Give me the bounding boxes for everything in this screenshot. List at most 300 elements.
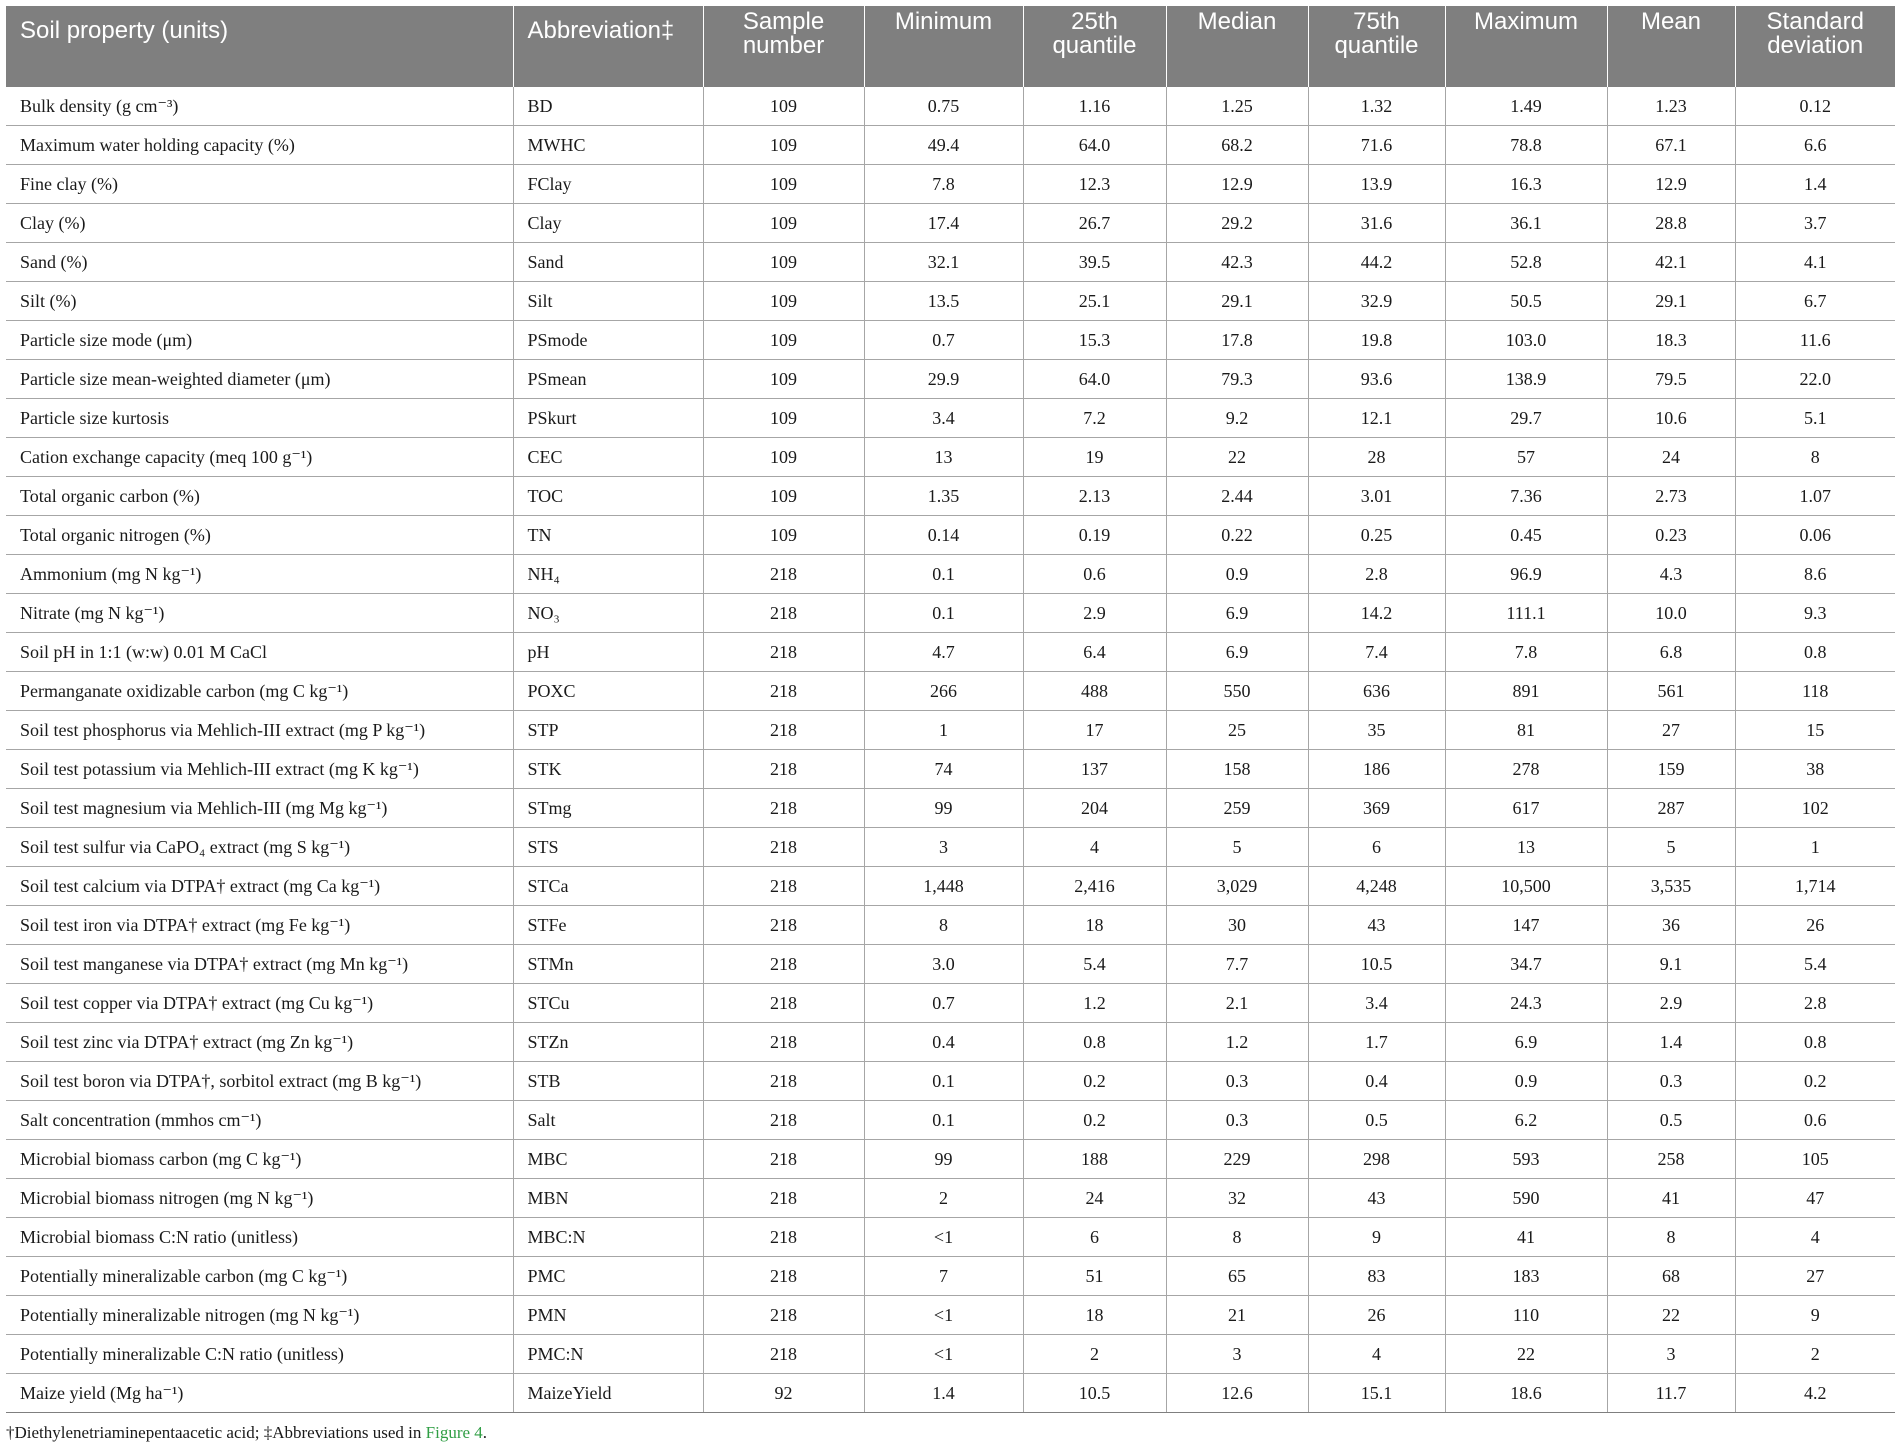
property-cell: Clay (%) [6, 204, 513, 243]
value-cell: 1 [1735, 828, 1895, 867]
table-container [6, 6, 1895, 1443]
value-cell: 218 [703, 984, 864, 1023]
value-cell: 111.1 [1445, 594, 1607, 633]
value-cell: 14.2 [1308, 594, 1445, 633]
value-cell: 1.2 [1166, 1023, 1308, 1062]
abbreviation-cell: TN [513, 516, 703, 555]
footnote-end: . [482, 1423, 488, 1442]
value-cell: 1.25 [1166, 87, 1308, 126]
value-cell: 27 [1735, 1257, 1895, 1296]
value-cell: <1 [864, 1296, 1023, 1335]
value-cell: 25.1 [1023, 282, 1166, 321]
value-cell: 1.35 [864, 477, 1023, 516]
figure-link[interactable]: Figure 4 [425, 1423, 483, 1442]
value-cell: 96.9 [1445, 555, 1607, 594]
property-cell: Fine clay (%) [6, 165, 513, 204]
value-cell: 0.4 [1308, 1062, 1445, 1101]
value-cell: 10,500 [1445, 867, 1607, 906]
table-row [6, 87, 1895, 126]
property-cell: Soil test potassium via Mehlich-III extract (mg K kg⁻¹) [6, 750, 513, 789]
table-row [6, 243, 1895, 282]
value-cell: 6.9 [1166, 633, 1308, 672]
value-cell: 18 [1023, 1296, 1166, 1335]
value-cell: 0.12 [1735, 87, 1895, 126]
value-cell: 6 [1308, 828, 1445, 867]
value-cell: 68 [1607, 1257, 1735, 1296]
value-cell: 1.32 [1308, 87, 1445, 126]
value-cell: 11.6 [1735, 321, 1895, 360]
value-cell: 229 [1166, 1140, 1308, 1179]
value-cell: 0.45 [1445, 516, 1607, 555]
value-cell: 29.2 [1166, 204, 1308, 243]
value-cell: 218 [703, 750, 864, 789]
property-cell: Potentially mineralizable C:N ratio (unitless) [6, 1335, 513, 1374]
value-cell: 24 [1023, 1179, 1166, 1218]
value-cell: 218 [703, 1296, 864, 1335]
value-cell: 891 [1445, 672, 1607, 711]
abbreviation-cell: STFe [513, 906, 703, 945]
value-cell: 2.13 [1023, 477, 1166, 516]
value-cell: 1.4 [1607, 1023, 1735, 1062]
abbreviation-cell: PMN [513, 1296, 703, 1335]
value-cell: 15 [1735, 711, 1895, 750]
value-cell: 4,248 [1308, 867, 1445, 906]
value-cell: 0.6 [1735, 1101, 1895, 1140]
value-cell: 4.7 [864, 633, 1023, 672]
abbreviation-cell: MBC [513, 1140, 703, 1179]
value-cell: 105 [1735, 1140, 1895, 1179]
table-row [6, 1140, 1895, 1179]
value-cell: 1.23 [1607, 87, 1735, 126]
property-cell: Maize yield (Mg ha⁻¹) [6, 1374, 513, 1413]
property-cell: Potentially mineralizable carbon (mg C kg⁻¹) [6, 1257, 513, 1296]
value-cell: 0.06 [1735, 516, 1895, 555]
value-cell: 52.8 [1445, 243, 1607, 282]
value-cell: 28 [1308, 438, 1445, 477]
value-cell: 36.1 [1445, 204, 1607, 243]
value-cell: 41 [1445, 1218, 1607, 1257]
value-cell: 3 [1166, 1335, 1308, 1374]
property-cell: Soil test boron via DTPA†, sorbitol extract (mg B kg⁻¹) [6, 1062, 513, 1101]
property-cell: Soil test zinc via DTPA† extract (mg Zn kg⁻¹) [6, 1023, 513, 1062]
value-cell: 109 [703, 165, 864, 204]
value-cell: 110 [1445, 1296, 1607, 1335]
value-cell: 8.6 [1735, 555, 1895, 594]
value-cell: 218 [703, 1335, 864, 1374]
value-cell: 50.5 [1445, 282, 1607, 321]
value-cell: 218 [703, 594, 864, 633]
value-cell: 6.2 [1445, 1101, 1607, 1140]
value-cell: 0.3 [1166, 1101, 1308, 1140]
value-cell: 7.2 [1023, 399, 1166, 438]
value-cell: 218 [703, 711, 864, 750]
value-cell: 0.1 [864, 1062, 1023, 1101]
value-cell: 1,714 [1735, 867, 1895, 906]
value-cell: 0.3 [1166, 1062, 1308, 1101]
value-cell: 15.1 [1308, 1374, 1445, 1413]
value-cell: 3 [1607, 1335, 1735, 1374]
value-cell: 218 [703, 828, 864, 867]
value-cell: 9.3 [1735, 594, 1895, 633]
table-row [6, 1062, 1895, 1101]
table-row [6, 360, 1895, 399]
value-cell: 3.0 [864, 945, 1023, 984]
property-cell: Soil pH in 1:1 (w:w) 0.01 M CaCl [6, 633, 513, 672]
value-cell: <1 [864, 1335, 1023, 1374]
table-row [6, 984, 1895, 1023]
value-cell: 147 [1445, 906, 1607, 945]
value-cell: 218 [703, 906, 864, 945]
value-cell: 13.5 [864, 282, 1023, 321]
table-row [6, 516, 1895, 555]
table-row [6, 438, 1895, 477]
value-cell: 4 [1023, 828, 1166, 867]
value-cell: 47 [1735, 1179, 1895, 1218]
value-cell: 2.44 [1166, 477, 1308, 516]
value-cell: 12.3 [1023, 165, 1166, 204]
value-cell: 3,029 [1166, 867, 1308, 906]
value-cell: 27 [1607, 711, 1735, 750]
value-cell: 8 [1166, 1218, 1308, 1257]
value-cell: 32.1 [864, 243, 1023, 282]
value-cell: 218 [703, 672, 864, 711]
abbreviation-cell: POXC [513, 672, 703, 711]
property-cell: Soil test copper via DTPA† extract (mg Cu kg⁻¹) [6, 984, 513, 1023]
table-row [6, 672, 1895, 711]
header-cell: Standard deviation [1735, 6, 1895, 87]
value-cell: 38 [1735, 750, 1895, 789]
value-cell: 32.9 [1308, 282, 1445, 321]
value-cell: 64.0 [1023, 360, 1166, 399]
table-row [6, 828, 1895, 867]
value-cell: 34.7 [1445, 945, 1607, 984]
value-cell: 65 [1166, 1257, 1308, 1296]
value-cell: 43 [1308, 906, 1445, 945]
value-cell: 81 [1445, 711, 1607, 750]
value-cell: 29.9 [864, 360, 1023, 399]
abbreviation-cell: PSmean [513, 360, 703, 399]
value-cell: 4.3 [1607, 555, 1735, 594]
value-cell: 298 [1308, 1140, 1445, 1179]
value-cell: 51 [1023, 1257, 1166, 1296]
header-cell: Maximum [1445, 6, 1607, 87]
header-row [6, 6, 1895, 87]
value-cell: 7.8 [864, 165, 1023, 204]
abbreviation-cell: STCu [513, 984, 703, 1023]
value-cell: 102 [1735, 789, 1895, 828]
table-row [6, 906, 1895, 945]
value-cell: 39.5 [1023, 243, 1166, 282]
value-cell: 0.1 [864, 1101, 1023, 1140]
property-cell: Soil test phosphorus via Mehlich-III extract (mg P kg⁻¹) [6, 711, 513, 750]
value-cell: 0.19 [1023, 516, 1166, 555]
value-cell: 0.9 [1166, 555, 1308, 594]
property-cell: Soil test iron via DTPA† extract (mg Fe kg⁻¹) [6, 906, 513, 945]
table-row [6, 711, 1895, 750]
property-cell: Microbial biomass nitrogen (mg N kg⁻¹) [6, 1179, 513, 1218]
value-cell: 1,448 [864, 867, 1023, 906]
value-cell: 118 [1735, 672, 1895, 711]
abbreviation-cell: Salt [513, 1101, 703, 1140]
value-cell: 218 [703, 1023, 864, 1062]
value-cell: 9 [1735, 1296, 1895, 1335]
value-cell: 0.7 [864, 321, 1023, 360]
value-cell: 218 [703, 555, 864, 594]
table-row [6, 1296, 1895, 1335]
value-cell: 35 [1308, 711, 1445, 750]
table-row [6, 789, 1895, 828]
abbreviation-cell: CEC [513, 438, 703, 477]
table-row [6, 945, 1895, 984]
value-cell: 17.8 [1166, 321, 1308, 360]
value-cell: 0.14 [864, 516, 1023, 555]
value-cell: 18.6 [1445, 1374, 1607, 1413]
property-cell: Microbial biomass carbon (mg C kg⁻¹) [6, 1140, 513, 1179]
value-cell: 79.3 [1166, 360, 1308, 399]
property-cell: Total organic carbon (%) [6, 477, 513, 516]
value-cell: 5.4 [1023, 945, 1166, 984]
value-cell: 3,535 [1607, 867, 1735, 906]
value-cell: 18.3 [1607, 321, 1735, 360]
value-cell: 617 [1445, 789, 1607, 828]
abbreviation-cell: STS [513, 828, 703, 867]
value-cell: 29.7 [1445, 399, 1607, 438]
property-cell: Soil test magnesium via Mehlich-III (mg Mg kg⁻¹) [6, 789, 513, 828]
value-cell: 15.3 [1023, 321, 1166, 360]
value-cell: 10.0 [1607, 594, 1735, 633]
value-cell: 109 [703, 438, 864, 477]
value-cell: 5.4 [1735, 945, 1895, 984]
value-cell: 28.8 [1607, 204, 1735, 243]
value-cell: 10.5 [1308, 945, 1445, 984]
value-cell: 0.8 [1735, 633, 1895, 672]
property-cell: Particle size mode (μm) [6, 321, 513, 360]
value-cell: 9.2 [1166, 399, 1308, 438]
value-cell: 22 [1445, 1335, 1607, 1374]
value-cell: 109 [703, 243, 864, 282]
value-cell: 186 [1308, 750, 1445, 789]
footnote-text: †Diethylenetriaminepentaacetic acid; ‡Abbreviations used in [6, 1423, 426, 1442]
value-cell: 13 [1445, 828, 1607, 867]
value-cell: 7.36 [1445, 477, 1607, 516]
value-cell: 109 [703, 399, 864, 438]
value-cell: 1.4 [1735, 165, 1895, 204]
property-cell: Silt (%) [6, 282, 513, 321]
value-cell: 74 [864, 750, 1023, 789]
value-cell: 2 [1735, 1335, 1895, 1374]
value-cell: 4.1 [1735, 243, 1895, 282]
value-cell: 109 [703, 360, 864, 399]
value-cell: 42.3 [1166, 243, 1308, 282]
value-cell: 0.75 [864, 87, 1023, 126]
value-cell: 16.3 [1445, 165, 1607, 204]
value-cell: 2.8 [1735, 984, 1895, 1023]
abbreviation-cell: STCa [513, 867, 703, 906]
header-cell: Mean [1607, 6, 1735, 87]
value-cell: 1.2 [1023, 984, 1166, 1023]
value-cell: 218 [703, 1062, 864, 1101]
value-cell: 7 [864, 1257, 1023, 1296]
table-body [6, 87, 1895, 1413]
property-cell: Potentially mineralizable nitrogen (mg N kg⁻¹) [6, 1296, 513, 1335]
abbreviation-cell: PSkurt [513, 399, 703, 438]
property-cell: Cation exchange capacity (meq 100 g⁻¹) [6, 438, 513, 477]
value-cell: 6.9 [1445, 1023, 1607, 1062]
value-cell: 0.7 [864, 984, 1023, 1023]
value-cell: 3.4 [1308, 984, 1445, 1023]
value-cell: 5.1 [1735, 399, 1895, 438]
abbreviation-cell: MBC:N [513, 1218, 703, 1257]
abbreviation-cell: pH [513, 633, 703, 672]
property-cell: Total organic nitrogen (%) [6, 516, 513, 555]
value-cell: 0.4 [864, 1023, 1023, 1062]
header-cell: 75th quantile [1308, 6, 1445, 87]
value-cell: 188 [1023, 1140, 1166, 1179]
value-cell: 13 [864, 438, 1023, 477]
value-cell: 159 [1607, 750, 1735, 789]
abbreviation-cell: MBN [513, 1179, 703, 1218]
abbreviation-cell: NO₃ [513, 594, 703, 633]
value-cell: 278 [1445, 750, 1607, 789]
value-cell: 0.8 [1735, 1023, 1895, 1062]
value-cell: 0.1 [864, 594, 1023, 633]
table-row [6, 750, 1895, 789]
value-cell: 2.1 [1166, 984, 1308, 1023]
value-cell: 138.9 [1445, 360, 1607, 399]
value-cell: 12.9 [1166, 165, 1308, 204]
value-cell: 561 [1607, 672, 1735, 711]
value-cell: 369 [1308, 789, 1445, 828]
abbreviation-cell: Clay [513, 204, 703, 243]
table-row [6, 867, 1895, 906]
value-cell: 636 [1308, 672, 1445, 711]
value-cell: 25 [1166, 711, 1308, 750]
abbreviation-cell: STZn [513, 1023, 703, 1062]
value-cell: 24 [1607, 438, 1735, 477]
value-cell: 0.5 [1308, 1101, 1445, 1140]
value-cell: 17 [1023, 711, 1166, 750]
value-cell: 3.4 [864, 399, 1023, 438]
value-cell: 6.9 [1166, 594, 1308, 633]
table-row [6, 633, 1895, 672]
value-cell: 6.4 [1023, 633, 1166, 672]
value-cell: 218 [703, 633, 864, 672]
value-cell: 83 [1308, 1257, 1445, 1296]
value-cell: 2 [864, 1179, 1023, 1218]
value-cell: 44.2 [1308, 243, 1445, 282]
abbreviation-cell: BD [513, 87, 703, 126]
table-row [6, 1257, 1895, 1296]
value-cell: 0.8 [1023, 1023, 1166, 1062]
value-cell: 12.1 [1308, 399, 1445, 438]
value-cell: 287 [1607, 789, 1735, 828]
value-cell: 64.0 [1023, 126, 1166, 165]
value-cell: 0.3 [1607, 1062, 1735, 1101]
table-row [6, 204, 1895, 243]
property-cell: Ammonium (mg N kg⁻¹) [6, 555, 513, 594]
property-cell: Maximum water holding capacity (%) [6, 126, 513, 165]
value-cell: 31.6 [1308, 204, 1445, 243]
abbreviation-cell: NH₄ [513, 555, 703, 594]
abbreviation-cell: STMn [513, 945, 703, 984]
value-cell: 68.2 [1166, 126, 1308, 165]
value-cell: 204 [1023, 789, 1166, 828]
property-cell: Soil test calcium via DTPA† extract (mg Ca kg⁻¹) [6, 867, 513, 906]
value-cell: 488 [1023, 672, 1166, 711]
value-cell: 593 [1445, 1140, 1607, 1179]
table-row [6, 126, 1895, 165]
value-cell: 19 [1023, 438, 1166, 477]
table-row [6, 399, 1895, 438]
value-cell: 4 [1735, 1218, 1895, 1257]
value-cell: 49.4 [864, 126, 1023, 165]
value-cell: 3.7 [1735, 204, 1895, 243]
value-cell: 218 [703, 1179, 864, 1218]
header-cell: Soil property (units) [6, 6, 513, 87]
value-cell: 2,416 [1023, 867, 1166, 906]
value-cell: 109 [703, 477, 864, 516]
property-cell: Soil test sulfur via CaPO₄ extract (mg S kg⁻¹) [6, 828, 513, 867]
value-cell: 258 [1607, 1140, 1735, 1179]
value-cell: 590 [1445, 1179, 1607, 1218]
value-cell: 36 [1607, 906, 1735, 945]
value-cell: 17.4 [864, 204, 1023, 243]
value-cell: 22 [1607, 1296, 1735, 1335]
value-cell: 26 [1308, 1296, 1445, 1335]
abbreviation-cell: STK [513, 750, 703, 789]
value-cell: 2 [1023, 1335, 1166, 1374]
value-cell: 0.6 [1023, 555, 1166, 594]
abbreviation-cell: STB [513, 1062, 703, 1101]
value-cell: 218 [703, 1257, 864, 1296]
abbreviation-cell: FClay [513, 165, 703, 204]
value-cell: 0.2 [1023, 1101, 1166, 1140]
value-cell: 7.4 [1308, 633, 1445, 672]
value-cell: 2.9 [1023, 594, 1166, 633]
value-cell: 79.5 [1607, 360, 1735, 399]
value-cell: 5 [1166, 828, 1308, 867]
property-cell: Microbial biomass C:N ratio (unitless) [6, 1218, 513, 1257]
value-cell: 2.8 [1308, 555, 1445, 594]
value-cell: 0.25 [1308, 516, 1445, 555]
value-cell: 1.07 [1735, 477, 1895, 516]
header-cell: Abbreviation‡ [513, 6, 703, 87]
value-cell: 22.0 [1735, 360, 1895, 399]
value-cell: 43 [1308, 1179, 1445, 1218]
abbreviation-cell: Silt [513, 282, 703, 321]
value-cell: 12.6 [1166, 1374, 1308, 1413]
property-cell: Permanganate oxidizable carbon (mg C kg⁻¹) [6, 672, 513, 711]
value-cell: 109 [703, 282, 864, 321]
value-cell: 24.3 [1445, 984, 1607, 1023]
abbreviation-cell: PMC [513, 1257, 703, 1296]
value-cell: 218 [703, 789, 864, 828]
property-cell: Particle size mean-weighted diameter (μm) [6, 360, 513, 399]
value-cell: 550 [1166, 672, 1308, 711]
abbreviation-cell: Sand [513, 243, 703, 282]
value-cell: 22 [1166, 438, 1308, 477]
property-cell: Bulk density (g cm⁻³) [6, 87, 513, 126]
value-cell: 1.4 [864, 1374, 1023, 1413]
abbreviation-cell: MaizeYield [513, 1374, 703, 1413]
value-cell: 6.8 [1607, 633, 1735, 672]
table-row [6, 1101, 1895, 1140]
value-cell: 10.5 [1023, 1374, 1166, 1413]
value-cell: 0.2 [1023, 1062, 1166, 1101]
value-cell: 21 [1166, 1296, 1308, 1335]
value-cell: 7.7 [1166, 945, 1308, 984]
value-cell: 18 [1023, 906, 1166, 945]
